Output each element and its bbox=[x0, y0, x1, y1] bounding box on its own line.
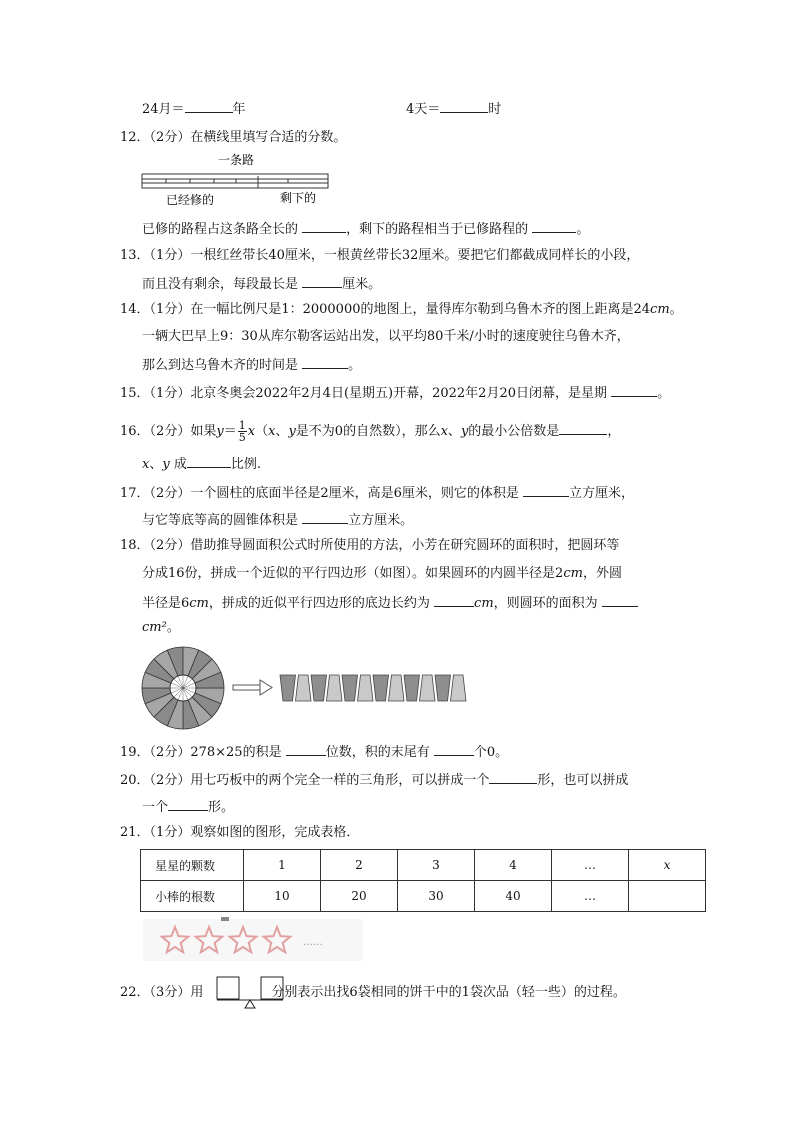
table-cell: 20 bbox=[321, 881, 398, 912]
table-header-sticks: 小棒的根数 bbox=[141, 881, 244, 912]
q17-line2: 与它等底等高的圆锥体积是 立方厘米。 bbox=[142, 513, 414, 528]
q11-right: 4天＝ 时 bbox=[406, 102, 502, 117]
q18-line3: 半径是6cm，拼成的近似平行四边形的底边长约为 cm，则圆环的面积为 bbox=[142, 594, 638, 612]
table-cell: 1 bbox=[244, 850, 321, 881]
parallelogram-piece bbox=[404, 675, 420, 701]
q16-line1: 16．（2分）如果y＝ $\frac{1}{5}$ x（x、y是不为0的自然数），那么x、y的最小公倍数是 ， bbox=[120, 419, 621, 444]
q22-line: 22．（3分）用 分别表示出找6袋相同的饼干中的1袋次品（轻一些）的过程。 bbox=[120, 985, 626, 1000]
q19-line: 19．（2分）278×25的积是 位数，积的末尾有 个0。 bbox=[120, 745, 509, 760]
q14-line2: 一辆大巴早上9：30从库尔勒客运站出发，以平均80千米/小时的速度驶往乌鲁木齐， bbox=[142, 329, 630, 344]
q14-line1: 14．（1分）在一幅比例尺是1：2000000的地图上，量得库尔勒到乌鲁木齐的图上距离是24cm。 bbox=[120, 302, 683, 317]
parallelogram-piece bbox=[373, 675, 389, 701]
parallelogram-piece bbox=[342, 675, 358, 701]
stars-figure bbox=[143, 915, 365, 963]
road-diagram bbox=[138, 152, 338, 208]
table-cell: x bbox=[629, 850, 706, 881]
table-cell: 30 bbox=[398, 881, 475, 912]
fraction-one-fifth: $\frac{1}{5}$ bbox=[238, 419, 246, 444]
parallelogram-piece bbox=[420, 675, 436, 701]
table-cell: 2 bbox=[321, 850, 398, 881]
road-left-label: 已经修的 bbox=[165, 193, 215, 207]
table-cell: 4 bbox=[475, 850, 552, 881]
parallelogram-piece bbox=[451, 675, 467, 701]
table-header-stars: 星星的颗数 bbox=[141, 850, 244, 881]
table-cell: … bbox=[552, 881, 629, 912]
q15-line: 15．（1分）北京冬奥会2022年2月4日(星期五)开幕，2022年2月20日闭幕，是星期 。 bbox=[120, 386, 671, 401]
stars-dots: …… bbox=[303, 937, 323, 948]
q16-line2: x、y 成 比例. bbox=[142, 457, 262, 472]
ring-diagram bbox=[140, 645, 470, 731]
q13-line2: 而且没有剩余，每段最长是 厘米。 bbox=[142, 277, 382, 292]
parallelogram-piece bbox=[280, 675, 296, 701]
q18-line2: 分成16份，拼成一个近似的平行四边形（如图）。如果圆环的内圆半径是2cm，外圆 bbox=[142, 566, 622, 581]
parallelogram-piece bbox=[296, 675, 312, 701]
table-cell: … bbox=[552, 850, 629, 881]
parallelogram-piece bbox=[389, 675, 405, 701]
stars-sticks-table bbox=[140, 849, 706, 912]
q12-stem: 12．（2分）在横线里填写合适的分数。 bbox=[120, 130, 347, 145]
arrow-icon bbox=[233, 680, 272, 695]
table-cell bbox=[629, 881, 706, 912]
q20-line1: 20．（2分）用七巧板中的两个完全一样的三角形，可以拼成一个 形，也可以拼成 bbox=[120, 773, 629, 788]
q18-line4: cm²。 bbox=[142, 620, 180, 635]
q11-left: 24月＝ 年 bbox=[142, 102, 246, 117]
parallelogram-piece bbox=[435, 675, 451, 701]
table-row bbox=[141, 881, 706, 912]
parallelogram-piece bbox=[358, 675, 374, 701]
q17-line1: 17．（2分）一个圆柱的底面半径是2厘米，高是6厘米，则它的体积是 立方厘米， bbox=[120, 486, 635, 501]
table-cell: 10 bbox=[244, 881, 321, 912]
parallelogram-piece bbox=[311, 675, 327, 701]
q14-line3: 那么到达乌鲁木齐的时间是 。 bbox=[142, 358, 362, 373]
table-row bbox=[141, 850, 706, 881]
q12-line2: 已修的路程占这条路全长的 ，剩下的路程相当于已修路程的 。 bbox=[142, 222, 590, 237]
q21-stem: 21．（1分）观察如图的图形，完成表格． bbox=[120, 825, 360, 840]
table-cell: 40 bbox=[475, 881, 552, 912]
balance-scale-icon bbox=[215, 976, 289, 1010]
road-top-label: 一条路 bbox=[217, 153, 255, 167]
q13-line1: 13．（1分）一根红丝带长40厘米，一根黄丝带长32厘米。要把它们都截成同样长的小段， bbox=[120, 248, 640, 263]
road-right-label: 剩下的 bbox=[279, 191, 317, 205]
table-cell: 3 bbox=[398, 850, 475, 881]
q20-line2: 一个 形。 bbox=[142, 800, 235, 815]
parallelogram-piece bbox=[327, 675, 343, 701]
q18-line1: 18．（2分）借助推导圆面积公式时所使用的方法，小芳在研究圆环的面积时，把圆环等 bbox=[120, 538, 620, 553]
